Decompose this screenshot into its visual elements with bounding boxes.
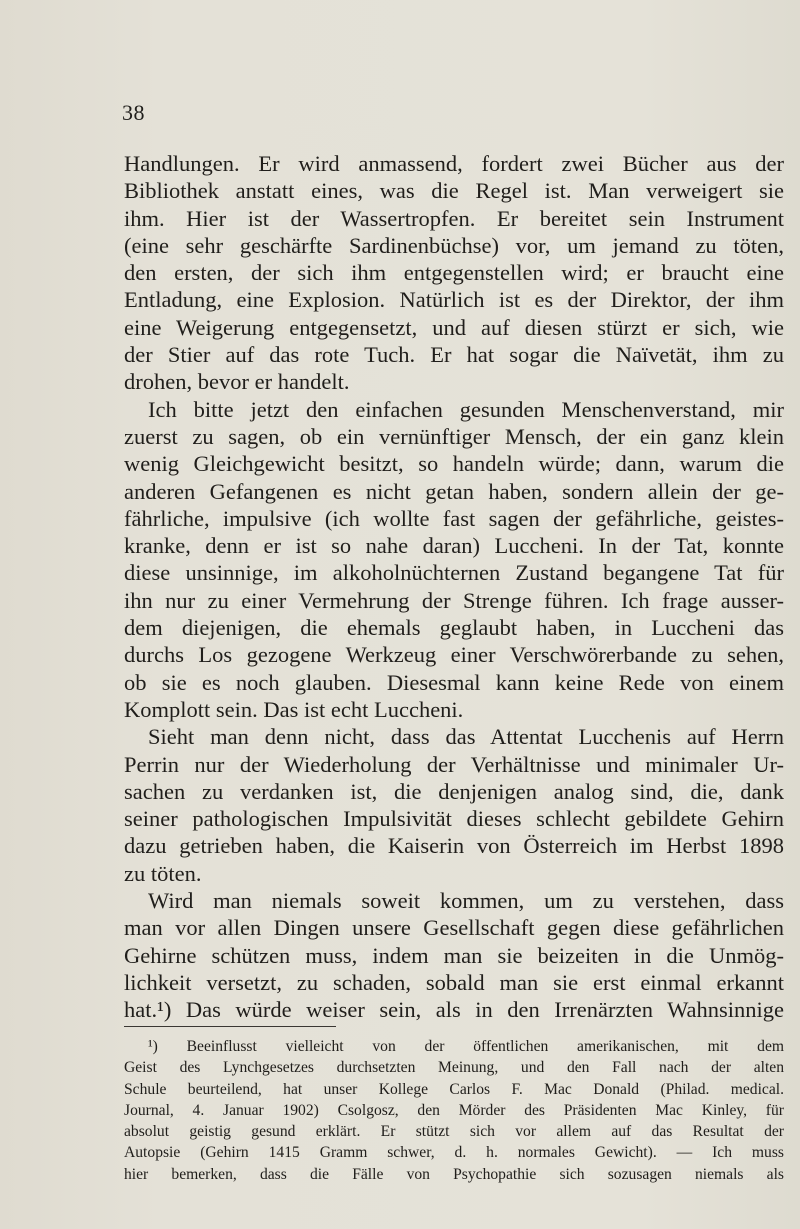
text-line: fährliche, impulsive (ich wollte fast sagen der gefährliche, geistes- bbox=[124, 505, 784, 531]
text-line: ihn nur zu einer Vermehrung der Strenge führen. Ich frage ausser- bbox=[124, 587, 784, 613]
text-line: Komplott sein. Das ist echt Luccheni. bbox=[124, 696, 464, 722]
text-line: drohen, bevor er handelt. bbox=[124, 369, 350, 395]
text-line: man vor allen Dingen unsere Gesellschaft gegen diese gefährlichen bbox=[124, 915, 784, 941]
text-line: dazu getrieben haben, die Kaiserin von Österreich im Herbst 1898 bbox=[124, 833, 784, 859]
footnote-line: absolut geistig gesund erklärt. Er stützt sich vor allem auf das Resultat der bbox=[124, 1123, 784, 1141]
text-line: hat.¹) Das würde weiser sein, als in den Irrenärzten Wahnsinnige bbox=[124, 997, 784, 1023]
text-line: Entladung, eine Explosion. Natürlich ist es der Direktor, der ihm bbox=[124, 287, 784, 313]
text-line: Handlungen. Er wird anmassend, fordert zwei Bücher aus der bbox=[124, 151, 784, 176]
footnote-line: Journal, 4. Januar 1902) Csolgosz, den Mörder des Präsidenten Mac Kinley, für bbox=[124, 1101, 784, 1119]
text-line: Gehirne schützen muss, indem man sie beizeiten in die Unmög- bbox=[124, 942, 784, 968]
page-number: 38 bbox=[122, 100, 145, 125]
text-line: Bibliothek anstatt eines, was die Regel ist. Man verweigert sie bbox=[124, 178, 784, 204]
text-line: den ersten, der sich ihm entgegenstellen wird; er braucht eine bbox=[124, 260, 784, 286]
footnote-line: Autopsie (Gehirn 1415 Gramm schwer, d. h. normales Gewicht). — Ich muss bbox=[124, 1144, 784, 1162]
text-line: (eine sehr geschärfte Sardinenbüchse) vor, um jemand zu töten, bbox=[124, 232, 784, 258]
text-line: dem diejenigen, die ehemals geglaubt haben, in Luccheni das bbox=[124, 615, 784, 641]
text-line: wenig Gleichgewicht besitzt, so handeln würde; dann, warum die bbox=[124, 451, 784, 477]
text-line: durchs Los gezogene Werkzeug einer Verschwörerbande zu sehen, bbox=[124, 642, 784, 668]
text-line: Wird man niemals soweit kommen, um zu verstehen, dass bbox=[148, 888, 784, 914]
text-line: diese unsinnige, im alkoholnüchternen Zustand begangene Tat für bbox=[124, 560, 784, 586]
footnote-line: ¹) Beeinflusst vielleicht von der öffentlichen amerikanischen, mit dem bbox=[148, 1038, 784, 1055]
footnotes bbox=[124, 1036, 784, 1185]
text-line: zu töten. bbox=[124, 860, 202, 886]
body-text bbox=[124, 150, 784, 1024]
text-line: seiner pathologischen Impulsivität dieses schlecht gebildete Gehirn bbox=[124, 806, 784, 832]
text-line: kranke, denn er ist so nahe daran) Luccheni. In der Tat, konnte bbox=[124, 533, 784, 559]
text-line: ihm. Hier ist der Wassertropfen. Er bereitet sein Instrument bbox=[124, 205, 784, 231]
text-line: sachen zu verdanken ist, die denjenigen analog sind, die, dank bbox=[124, 778, 784, 804]
text-line: lichkeit versetzt, zu schaden, sobald man sie erst einmal erkannt bbox=[124, 969, 784, 995]
text-line: Sieht man denn nicht, dass das Attentat Lucchenis auf Herrn bbox=[148, 724, 784, 750]
text-line: anderen Gefangenen es nicht getan haben, sondern allein der ge- bbox=[124, 478, 784, 504]
text-line: Perrin nur der Wiederholung der Verhältnisse und minimaler Ur- bbox=[124, 751, 784, 777]
text-line: ob sie es noch glauben. Diesesmal kann keine Rede von einem bbox=[124, 669, 784, 695]
footnote-line: hier bemerken, dass die Fälle von Psychopathie sich sozusagen niemals als bbox=[124, 1165, 784, 1183]
footnote-line: Geist des Lynchgesetzes durchsetzten Meinung, und den Fall nach der alten bbox=[124, 1059, 784, 1077]
text-line: zuerst zu sagen, ob ein vernünftiger Mensch, der ein ganz klein bbox=[124, 423, 784, 449]
footnote-separator bbox=[124, 1026, 336, 1027]
text-line: eine Weigerung entgegensetzt, und auf diesen stürzt er sich, wie bbox=[124, 314, 784, 340]
text-line: der Stier auf das rote Tuch. Er hat sogar die Naïvetät, ihm zu bbox=[124, 342, 784, 368]
text-line: Ich bitte jetzt den einfachen gesunden Menschenverstand, mir bbox=[148, 396, 784, 422]
footnote-line: Schule beurteilend, hat unser Kollege Carlos F. Mac Donald (Philad. medical. bbox=[124, 1080, 784, 1098]
